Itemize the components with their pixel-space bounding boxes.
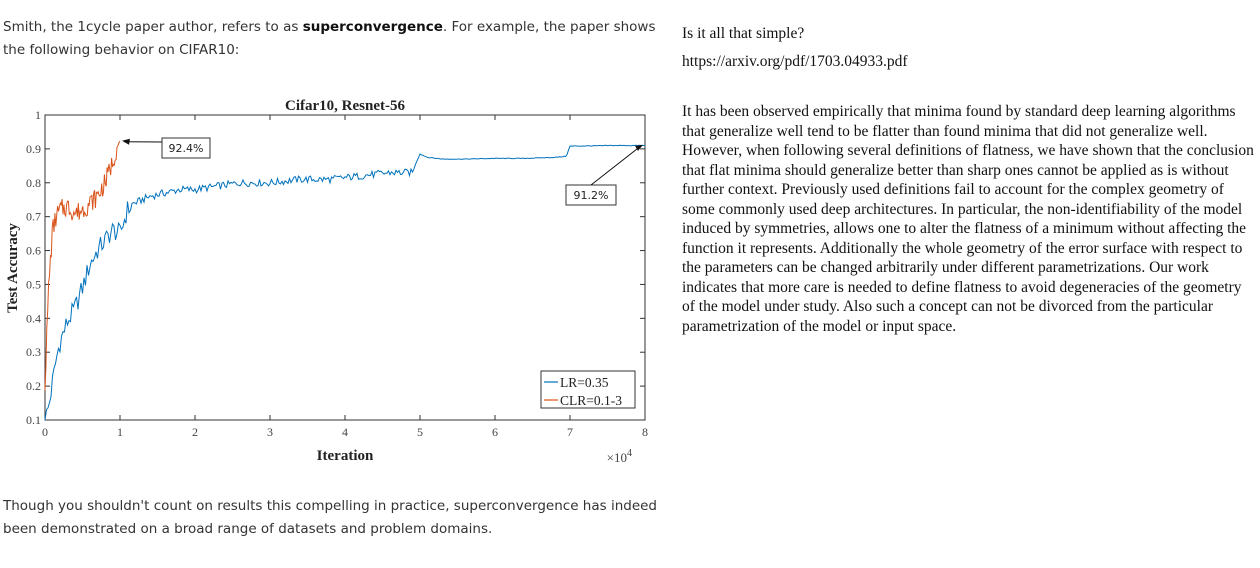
y-tick-label: 0.4 [26,311,41,326]
y-tick-label: 0.1 [26,413,41,427]
abstract-text: It has been observed empirically that minima found by standard deep learning algorithms that generalize well tend to be flatter than found minima that did not generalize well. However, when following several definitions of flatness, we have shown that the conclusion that flat minima should generalize better than sharp ones cannot be applied as is without further context. Previously used definitions fail to account for the complex geometry of some commonly used deep architectures. In particular, the non-identifiability of the model induced by symmetries, allows one to alter the flatness of a minimum without affecting the function it represents. Additionally the whole geometry of the error surface with respect to the parameters can be changed arbitrarily under different parametrizations. Our work indicates that more care is needed to define flatness to avoid degeneracies of the geometry of the model under study. Also such a concept can not be divorced from the particular parametrization of the model or input space. [682,103,1254,335]
x-axis-label: Iteration [316,448,374,464]
y-axis-label: Test Accuracy [5,223,21,313]
accuracy-chart-svg [0,90,660,475]
x-tick-label: 5 [417,425,423,439]
y-tick-label: 0.8 [26,175,41,190]
x-tick-label: 2 [192,425,198,439]
x-tick-label: 0 [42,425,48,439]
y-tick-label: 0.5 [26,277,41,292]
question-text: Is it all that simple? [682,25,805,42]
accuracy-chart [0,90,660,475]
chart-legend [541,371,635,408]
y-tick-label: 0.3 [26,345,41,360]
x-tick-label: 4 [342,425,348,439]
y-tick-label: 0.7 [26,209,41,224]
y-tick-label: 1 [35,108,41,122]
x-axis-multiplier [607,448,632,465]
x-tick-label: 7 [567,425,573,439]
intro-text-start: Smith, the 1cycle paper author, refers to as [3,19,303,35]
legend-label-lr: LR=0.35 [560,375,609,390]
legend-label-clr: CLR=0.1-3 [560,393,622,408]
y-tick-label: 0.9 [26,141,41,156]
annotation-label-clr-peak: 92.4% [168,142,204,155]
chart-title: Cifar10, Resnet-56 [285,98,405,114]
right-column [682,22,1260,336]
x-tick-label: 1 [117,425,123,439]
paper-url-link[interactable]: https://arxiv.org/pdf/1703.04933.pdf [682,53,908,70]
intro-text-end: . For example, the paper shows the following behavior on CIFAR10: [3,19,656,58]
outro-paragraph: Though you shouldn't count on results this compelling in practice, superconvergence has indeed been demonstrated on a broad range of datasets and problem domains. [3,498,658,537]
y-tick-label: 0.2 [26,379,41,394]
y-tick-label: 0.6 [26,243,41,258]
x-tick-label: 6 [492,425,498,439]
x-multiplier-base: ×10 [606,450,627,465]
x-tick-label: 3 [267,425,273,439]
x-multiplier-exponent: 4 [627,448,632,459]
x-tick-label: 8 [642,425,648,439]
intro-paragraph [3,16,663,62]
superconvergence-term: superconvergence [302,19,443,35]
annotation-label-lr-final: 91.2% [573,189,609,202]
